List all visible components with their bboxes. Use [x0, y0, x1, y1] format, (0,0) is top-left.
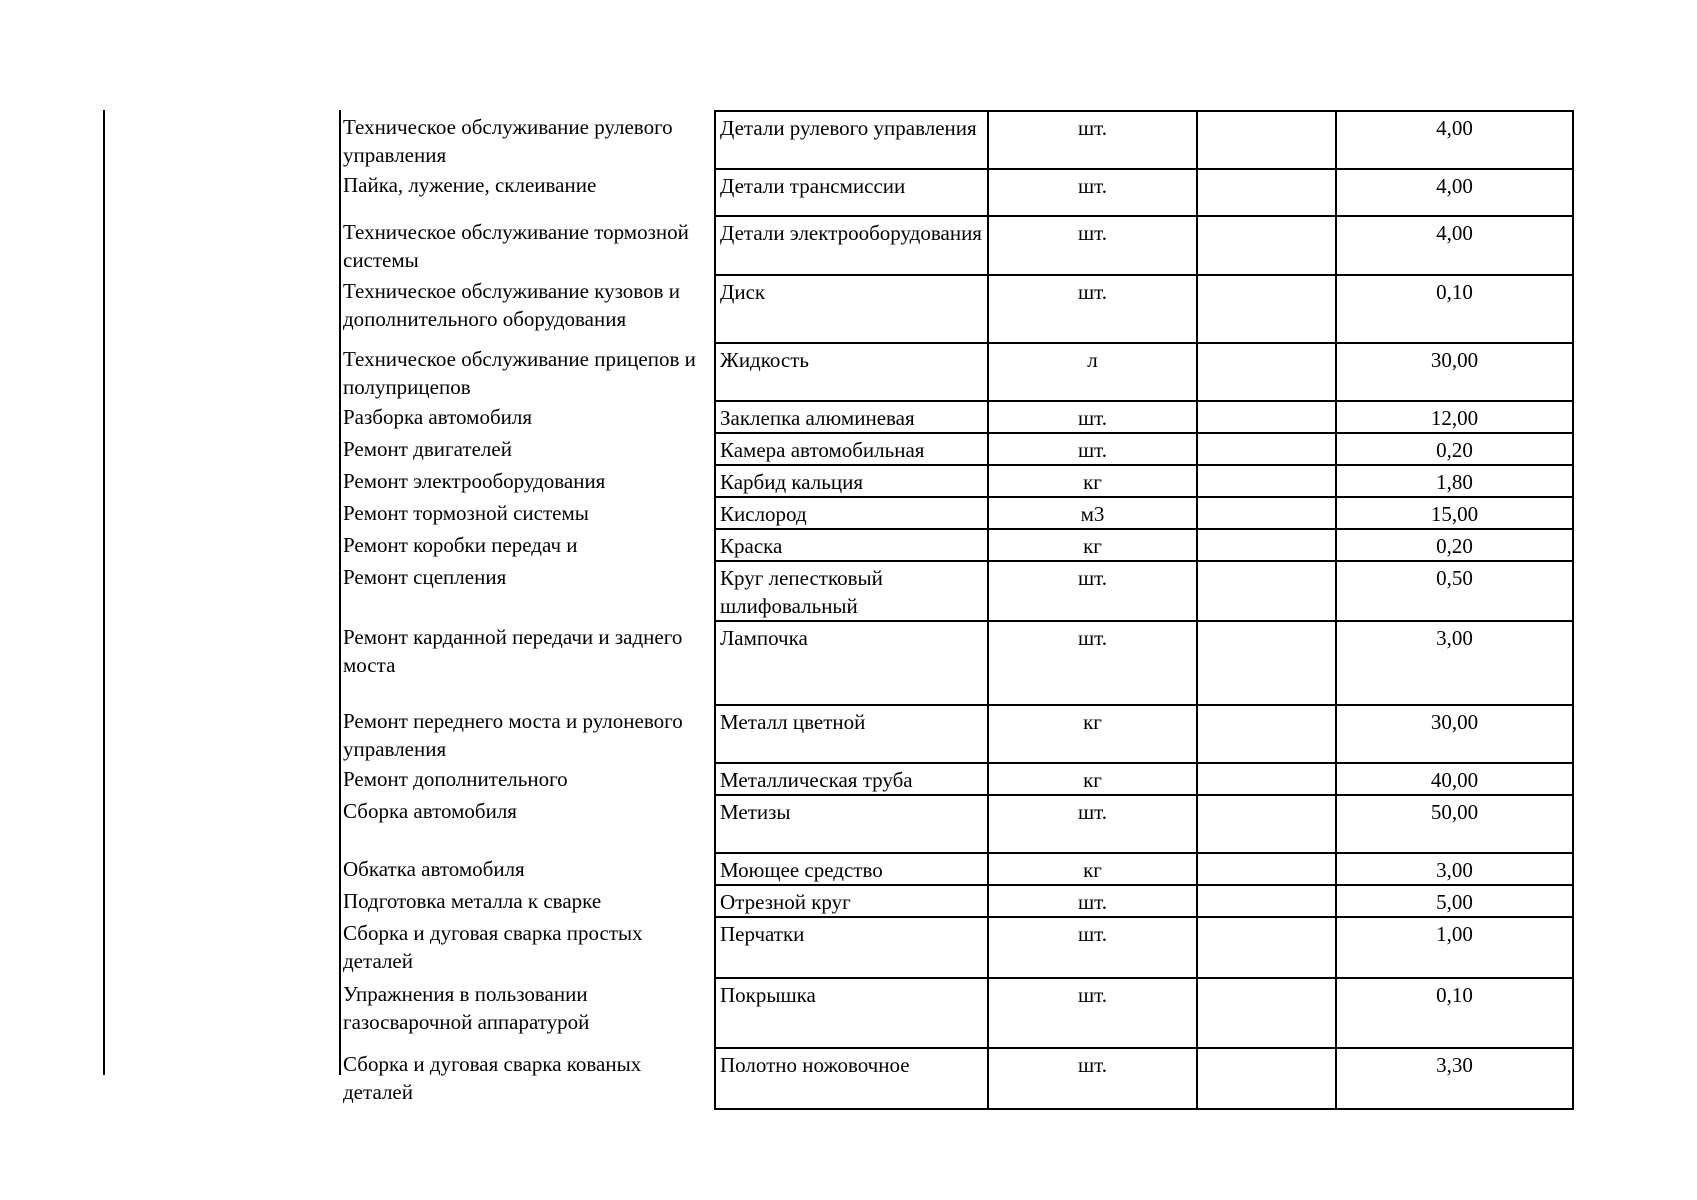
unit-cell: шт. [988, 561, 1197, 621]
unit-cell: кг [988, 465, 1197, 497]
unit-cell: шт. [988, 275, 1197, 343]
material-cell: Лампочка [715, 621, 988, 705]
unit-cell: шт. [988, 1048, 1197, 1109]
unit-cell: шт. [988, 795, 1197, 853]
material-cell: Металлическая труба [715, 763, 988, 795]
work-cell: Ремонт карданной передачи и заднего моста [343, 625, 683, 677]
material-cell: Моющее средство [715, 853, 988, 885]
unit-cell: м3 [988, 497, 1197, 529]
material-cell: Детали рулевого управления [715, 111, 988, 169]
table-row [339, 401, 1573, 433]
work-cell: Ремонт электрооборудования [343, 469, 606, 493]
quantity-cell: 30,00 [1336, 705, 1573, 763]
material-cell: Диск [715, 275, 988, 343]
quantity-cell: 3,30 [1336, 1048, 1573, 1109]
quantity-cell: 3,00 [1336, 621, 1573, 705]
material-cell: Кислород [715, 497, 988, 529]
quantity-cell: 4,00 [1336, 169, 1573, 216]
quantity-cell: 15,00 [1336, 497, 1573, 529]
quantity-cell: 50,00 [1336, 795, 1573, 853]
material-cell: Краска [715, 529, 988, 561]
unit-cell: шт. [988, 978, 1197, 1048]
table-row [339, 853, 1573, 885]
work-cell: Ремонт сцепления [343, 565, 507, 589]
unit-cell: шт. [988, 621, 1197, 705]
quantity-cell: 3,00 [1336, 853, 1573, 885]
empty-cell [1197, 497, 1336, 529]
work-cell: Техническое обслуживание рулевого управления [343, 115, 673, 167]
material-cell: Карбид кальция [715, 465, 988, 497]
work-cell: Ремонт дополнительного [343, 767, 568, 791]
table-row [339, 216, 1573, 275]
empty-cell [1197, 763, 1336, 795]
unit-cell: шт. [988, 433, 1197, 465]
table-row [339, 885, 1573, 917]
unit-cell: кг [988, 529, 1197, 561]
unit-cell: шт. [988, 401, 1197, 433]
quantity-cell: 1,80 [1336, 465, 1573, 497]
empty-cell [1197, 885, 1336, 917]
material-cell: Отрезной круг [715, 885, 988, 917]
empty-cell [1197, 621, 1336, 705]
material-cell: Метизы [715, 795, 988, 853]
work-cell: Обкатка автомобиля [343, 857, 525, 881]
table-row [339, 433, 1573, 465]
unit-cell: шт. [988, 917, 1197, 978]
work-cell: Ремонт двигателей [343, 437, 512, 461]
left-margin-line [103, 110, 105, 1075]
material-cell: Заклепка алюминевая [715, 401, 988, 433]
quantity-cell: 12,00 [1336, 401, 1573, 433]
unit-cell: шт. [988, 111, 1197, 169]
empty-cell [1197, 343, 1336, 401]
empty-cell [1197, 275, 1336, 343]
table-row [339, 111, 1573, 169]
material-cell: Детали электрооборудования [715, 216, 988, 275]
empty-cell [1197, 795, 1336, 853]
empty-cell [1197, 978, 1336, 1048]
unit-cell: кг [988, 853, 1197, 885]
material-cell: Детали трансмиссии [715, 169, 988, 216]
empty-cell [1197, 1048, 1336, 1109]
work-cell: Техническое обслуживание кузовов и дополнительного оборудования [343, 279, 680, 331]
unit-cell: шт. [988, 885, 1197, 917]
empty-cell [1197, 465, 1336, 497]
quantity-cell: 0,50 [1336, 561, 1573, 621]
work-cell: Ремонт переднего моста и рулоневого управления [343, 709, 683, 761]
empty-cell [1197, 401, 1336, 433]
table-row [339, 1048, 1573, 1109]
material-cell: Перчатки [715, 917, 988, 978]
empty-cell [1197, 561, 1336, 621]
table-row [339, 978, 1573, 1048]
empty-cell [1197, 853, 1336, 885]
table-row [339, 465, 1573, 497]
empty-cell [1197, 917, 1336, 978]
empty-cell [1197, 216, 1336, 275]
unit-cell: кг [988, 763, 1197, 795]
work-cell: Ремонт коробки передач и [343, 533, 578, 557]
work-cell: Сборка и дуговая сварка простых деталей [343, 921, 643, 973]
unit-cell: кг [988, 705, 1197, 763]
unit-cell: шт. [988, 169, 1197, 216]
work-cell: Техническое обслуживание тормозной системы [343, 220, 689, 272]
table-row [339, 621, 1573, 705]
work-cell: Техническое обслуживание прицепов и полуприцепов [343, 347, 696, 399]
table-row [339, 169, 1573, 216]
material-cell: Круг лепестковый шлифовальный [715, 561, 988, 621]
quantity-cell: 4,00 [1336, 216, 1573, 275]
unit-cell: шт. [988, 216, 1197, 275]
table-row [339, 497, 1573, 529]
empty-cell [1197, 169, 1336, 216]
material-cell: Камера автомобильная [715, 433, 988, 465]
quantity-cell: 5,00 [1336, 885, 1573, 917]
quantity-cell: 1,00 [1336, 917, 1573, 978]
empty-cell [1197, 529, 1336, 561]
material-cell: Покрышка [715, 978, 988, 1048]
quantity-cell: 4,00 [1336, 111, 1573, 169]
empty-cell [1197, 433, 1336, 465]
materials-table [339, 110, 1574, 1110]
table-row [339, 795, 1573, 853]
material-cell: Жидкость [715, 343, 988, 401]
table-row [339, 275, 1573, 343]
work-cell: Разборка автомобиля [343, 405, 532, 429]
material-cell: Полотно ножовочное [715, 1048, 988, 1109]
quantity-cell: 40,00 [1336, 763, 1573, 795]
work-cell: Сборка и дуговая сварка кованых деталей [343, 1052, 642, 1104]
work-cell: Подготовка металла к сварке [343, 889, 602, 913]
table-row [339, 561, 1573, 621]
table-row [339, 763, 1573, 795]
quantity-cell: 30,00 [1336, 343, 1573, 401]
table-row [339, 343, 1573, 401]
quantity-cell: 0,20 [1336, 433, 1573, 465]
table-row [339, 705, 1573, 763]
quantity-cell: 0,20 [1336, 529, 1573, 561]
quantity-cell: 0,10 [1336, 275, 1573, 343]
work-cell: Пайка, лужение, склеивание [343, 173, 597, 197]
work-cell: Сборка автомобиля [343, 799, 517, 823]
empty-cell [1197, 111, 1336, 169]
table-row [339, 529, 1573, 561]
work-cell: Ремонт тормозной системы [343, 501, 589, 525]
material-cell: Металл цветной [715, 705, 988, 763]
table-row [339, 917, 1573, 978]
empty-cell [1197, 705, 1336, 763]
work-cell: Упражнения в пользовании газосварочной аппаратурой [343, 982, 590, 1034]
unit-cell: л [988, 343, 1197, 401]
quantity-cell: 0,10 [1336, 978, 1573, 1048]
